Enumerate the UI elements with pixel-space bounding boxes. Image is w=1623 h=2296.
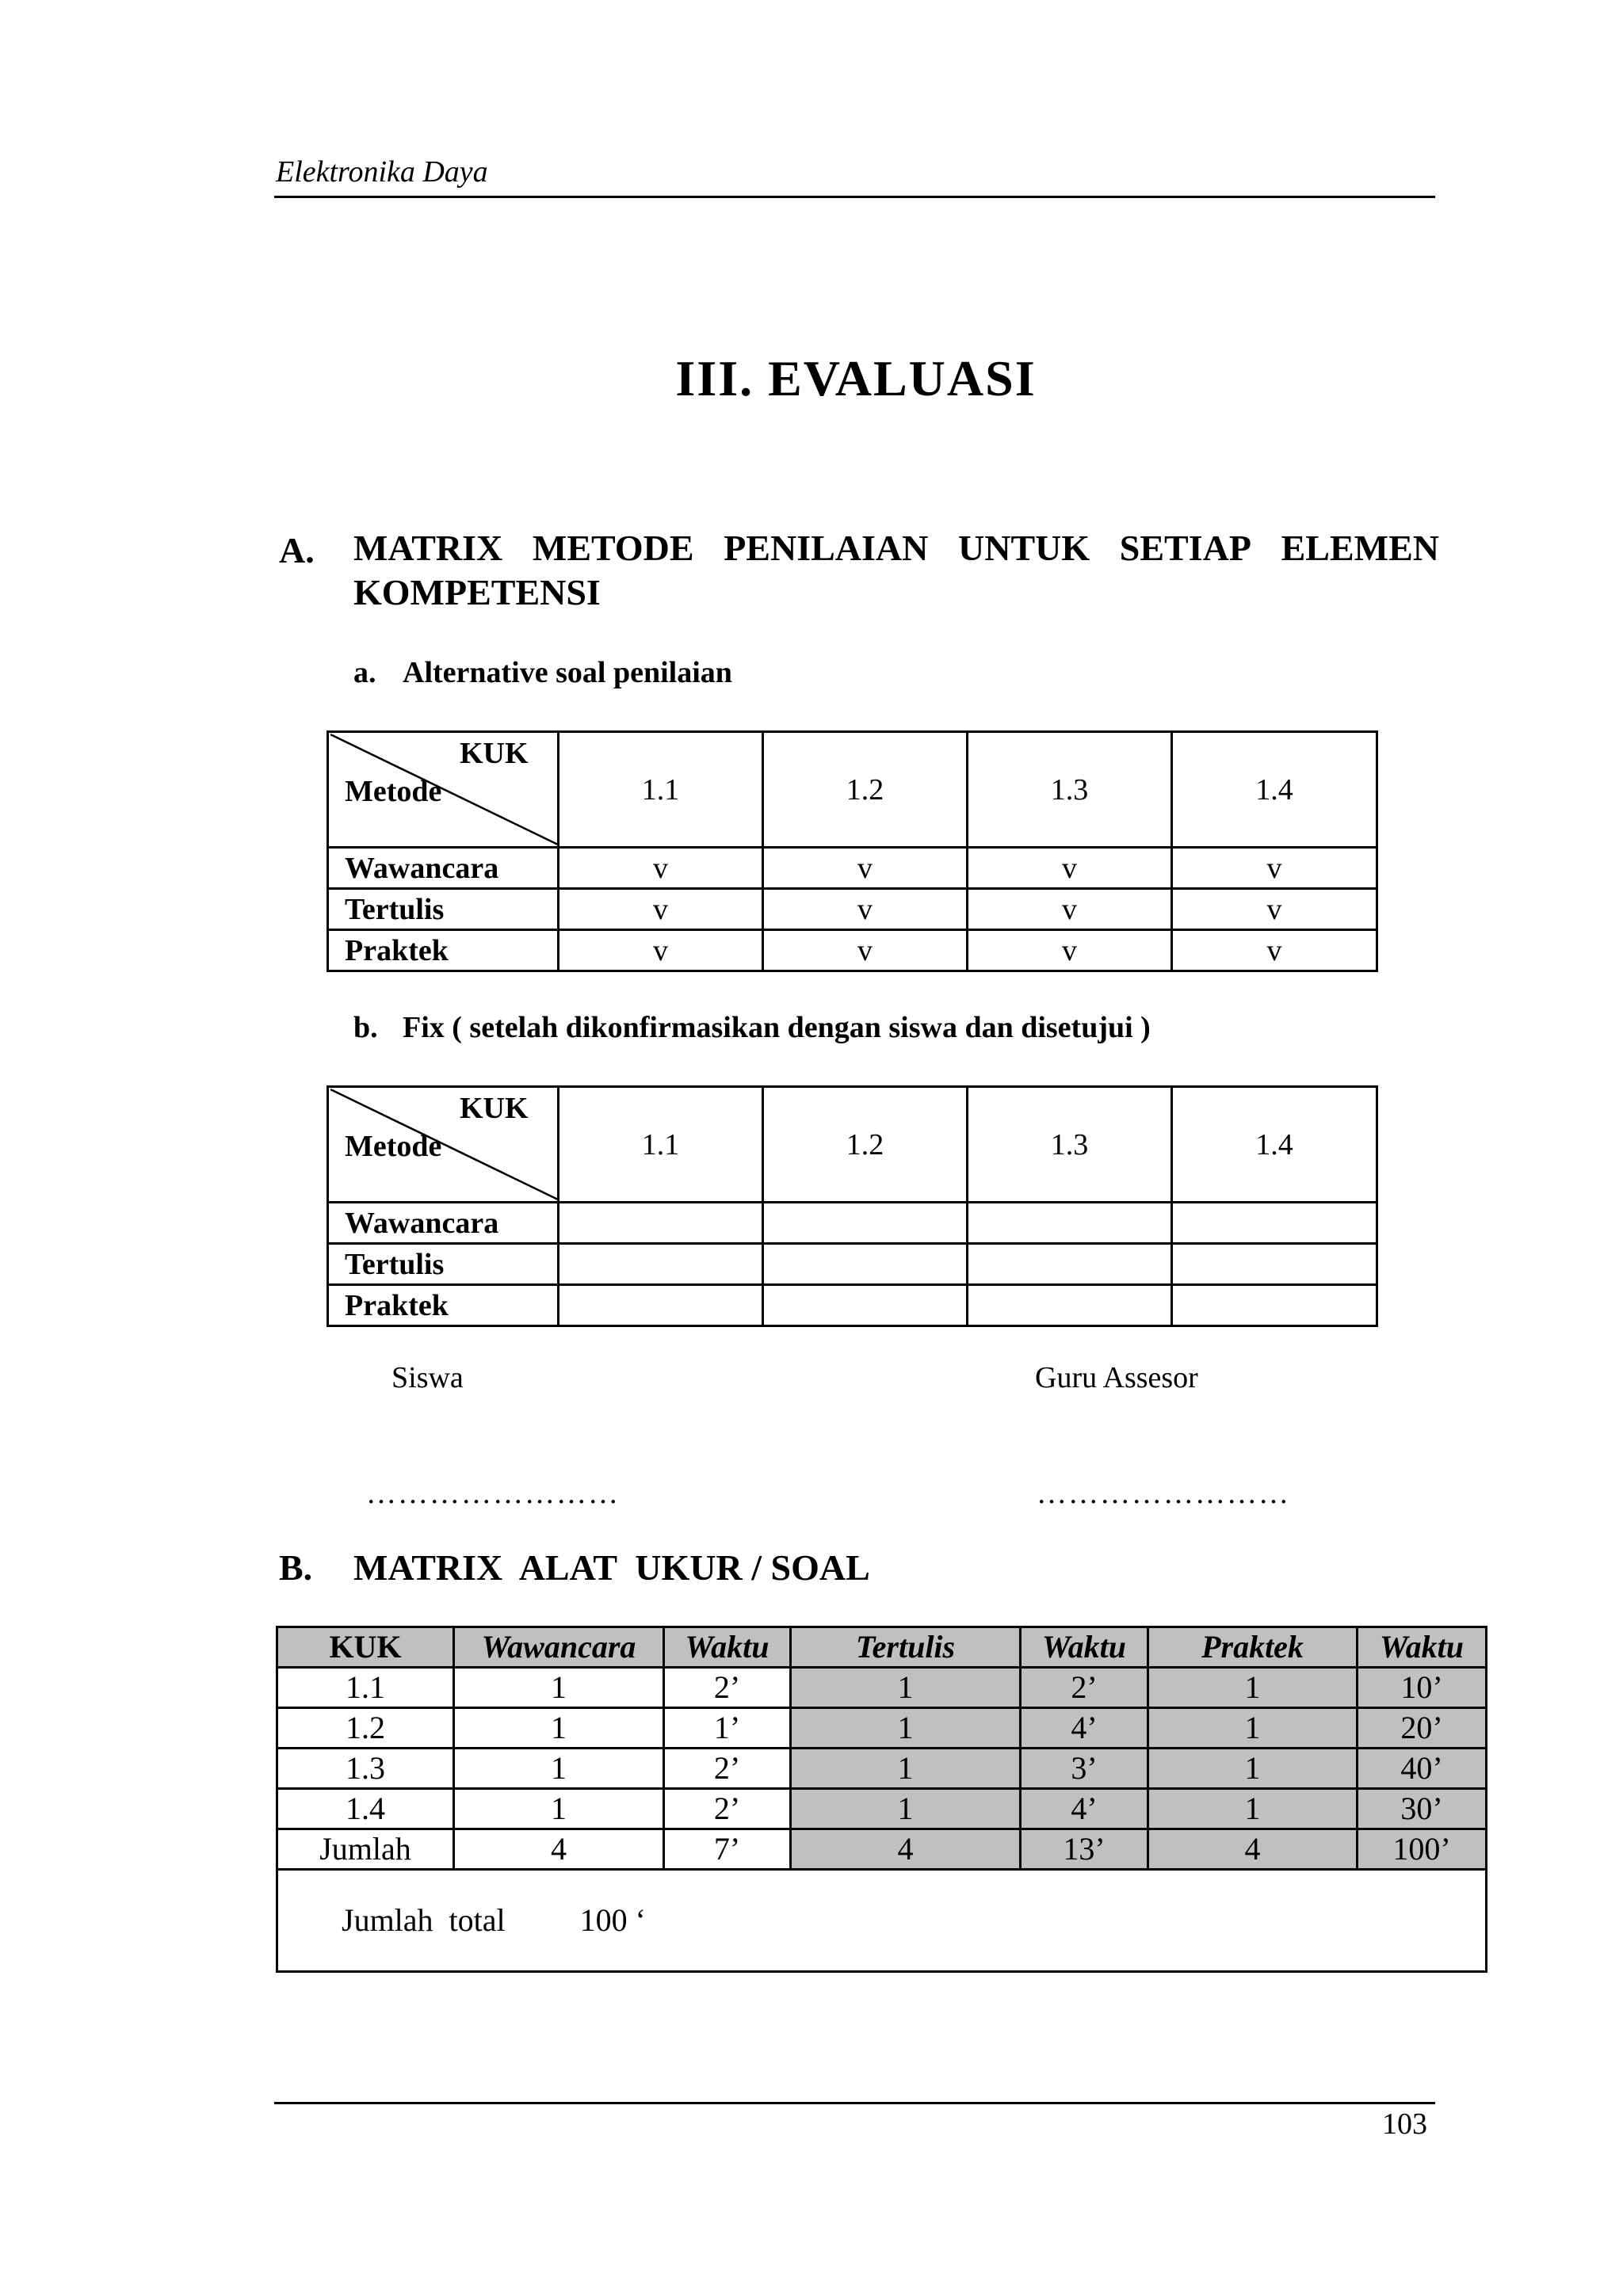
table-cell: 1 [454,1789,664,1829]
footer-rule [274,2102,1435,2104]
table-cell: 100’ [1358,1829,1487,1870]
table-header-row [328,732,1377,848]
chapter-title: III. EVALUASI [675,350,1037,406]
row-label: Praktek [328,1285,559,1326]
empty-cell[interactable] [559,1244,763,1285]
diagonal-header-cell [328,732,559,848]
table-cell: 13’ [1021,1829,1148,1870]
table-cell: 1 [791,1668,1021,1708]
row-label: Tertulis [328,1244,559,1285]
section-b-letter: B. [279,1547,313,1588]
table-cell: 1.2 [277,1708,454,1749]
sub-heading-a-title: Alternative soal penilaian [403,656,732,689]
empty-cell[interactable] [763,1285,968,1326]
table-cell: 30’ [1358,1789,1487,1829]
section-a-title-word: MATRIX [353,528,503,568]
table-row [277,1668,1487,1708]
column-header: Tertulis [791,1627,1021,1668]
table-cell: 1 [1148,1708,1358,1749]
section-a-letter: A. [279,530,315,570]
table-cell: 1 [454,1708,664,1749]
section-a-title-word: METODE [532,528,694,568]
signature-siswa-label: Siswa [391,1361,464,1394]
section-a-title-word: SETIAP [1119,528,1251,568]
diagonal-header-cell [328,1087,559,1203]
table-cell: 2’ [1021,1668,1148,1708]
row-label: Tertulis [328,889,559,930]
table-cell: 3’ [1021,1749,1148,1789]
table-cell: v [559,930,763,971]
column-header: 1.1 [559,1087,763,1203]
table-cell: 2’ [664,1749,791,1789]
column-header: 1.4 [1172,1087,1377,1203]
corner-kuk-label: KUK [460,737,529,770]
table-row-total [277,1870,1487,1972]
column-header: 1.3 [968,732,1172,848]
table-cell: 4 [1148,1829,1358,1870]
table-cell: 1.3 [277,1749,454,1789]
table-row [328,889,1377,930]
table-cell: v [1172,848,1377,889]
table-cell: 1.4 [277,1789,454,1829]
row-label: Praktek [328,930,559,971]
empty-cell[interactable] [763,1244,968,1285]
table-cell: v [968,889,1172,930]
table-cell: 1 [791,1789,1021,1829]
table-cell: 1 [791,1708,1021,1749]
table-cell: 1 [1148,1749,1358,1789]
table-alat-ukur [276,1626,1487,1973]
table-row-jumlah [277,1829,1487,1870]
table-cell: 4 [454,1829,664,1870]
table-cell: 4 [791,1829,1021,1870]
table-fix [327,1085,1378,1327]
table-cell: 1’ [664,1708,791,1749]
total-label: Jumlah total [342,1902,506,1938]
section-a-title-word: PENILAIAN [724,528,929,568]
column-header: 1.2 [763,1087,968,1203]
table-row [277,1749,1487,1789]
corner-kuk-label: KUK [460,1092,529,1125]
table-header-row [328,1087,1377,1203]
signature-siswa-line: …………………… [366,1477,620,1510]
column-header: 1.3 [968,1087,1172,1203]
row-label: Wawancara [328,848,559,889]
table-cell: 1 [454,1749,664,1789]
table-row [328,1203,1377,1244]
table-cell: 20’ [1358,1708,1487,1749]
table-cell: 4’ [1021,1708,1148,1749]
sub-heading-a-label: a. [353,656,376,689]
table-cell: v [763,930,968,971]
table-cell: 1 [1148,1668,1358,1708]
header-rule [274,196,1435,198]
column-header: 1.1 [559,732,763,848]
column-header: Waktu [1358,1627,1487,1668]
column-header: Waktu [664,1627,791,1668]
table-cell: 7’ [664,1829,791,1870]
table-cell: v [763,889,968,930]
sub-heading-b-label: b. [353,1011,378,1044]
sub-heading-b [353,1013,1151,1043]
empty-cell[interactable] [968,1244,1172,1285]
table-cell: 2’ [664,1789,791,1829]
empty-cell[interactable] [1172,1244,1377,1285]
signature-guru-line: …………………… [1037,1477,1290,1510]
table-header-row [277,1627,1487,1668]
sub-heading-b-title: Fix ( setelah dikonfirmasikan dengan siswa dan disetujui ) [403,1011,1151,1044]
table-row [277,1789,1487,1829]
column-header: Praktek [1148,1627,1358,1668]
table-cell: 1 [791,1749,1021,1789]
table-row [328,930,1377,971]
table-alternative [327,730,1378,972]
column-header: 1.2 [763,732,968,848]
column-header: Wawancara [454,1627,664,1668]
table-cell: v [968,930,1172,971]
section-a-title-line2: KOMPETENSI [353,572,601,612]
table-cell: 1.1 [277,1668,454,1708]
empty-cell[interactable] [559,1285,763,1326]
signature-guru-label: Guru Assesor [1035,1361,1198,1394]
corner-metode-label: Metode [345,775,442,808]
page-number: 103 [1382,2107,1427,2141]
empty-cell[interactable] [968,1203,1172,1244]
table-cell: 10’ [1358,1668,1487,1708]
section-b-title: MATRIX ALAT UKUR / SOAL [353,1547,870,1588]
table-cell: 4’ [1021,1789,1148,1829]
empty-cell[interactable] [559,1203,763,1244]
column-header: Waktu [1021,1627,1148,1668]
table-cell: 1 [1148,1789,1358,1829]
table-cell: v [968,848,1172,889]
total-cell [277,1870,1487,1972]
table-cell: 40’ [1358,1749,1487,1789]
sub-heading-a [353,658,732,688]
section-a-title-word: ELEMEN [1281,528,1439,568]
table-cell: v [1172,889,1377,930]
table-cell: v [763,848,968,889]
table-row [328,1244,1377,1285]
empty-cell[interactable] [1172,1203,1377,1244]
section-a-title [353,526,1439,615]
table-cell: v [559,848,763,889]
section-a-title-line1 [353,526,1439,570]
running-header: Elektronika Daya [276,155,488,189]
empty-cell[interactable] [1172,1285,1377,1326]
row-label: Wawancara [328,1203,559,1244]
empty-cell[interactable] [968,1285,1172,1326]
table-cell: 1 [454,1668,664,1708]
empty-cell[interactable] [763,1203,968,1244]
corner-metode-label: Metode [345,1130,442,1163]
section-a-title-word: UNTUK [958,528,1090,568]
table-cell: 2’ [664,1668,791,1708]
table-row [277,1708,1487,1749]
table-cell: Jumlah [277,1829,454,1870]
column-header: 1.4 [1172,732,1377,848]
table-row [328,848,1377,889]
table-cell: v [1172,930,1377,971]
total-value: 100 ‘ [579,1902,646,1938]
column-header: KUK [277,1627,454,1668]
table-row [328,1285,1377,1326]
table-cell: v [559,889,763,930]
